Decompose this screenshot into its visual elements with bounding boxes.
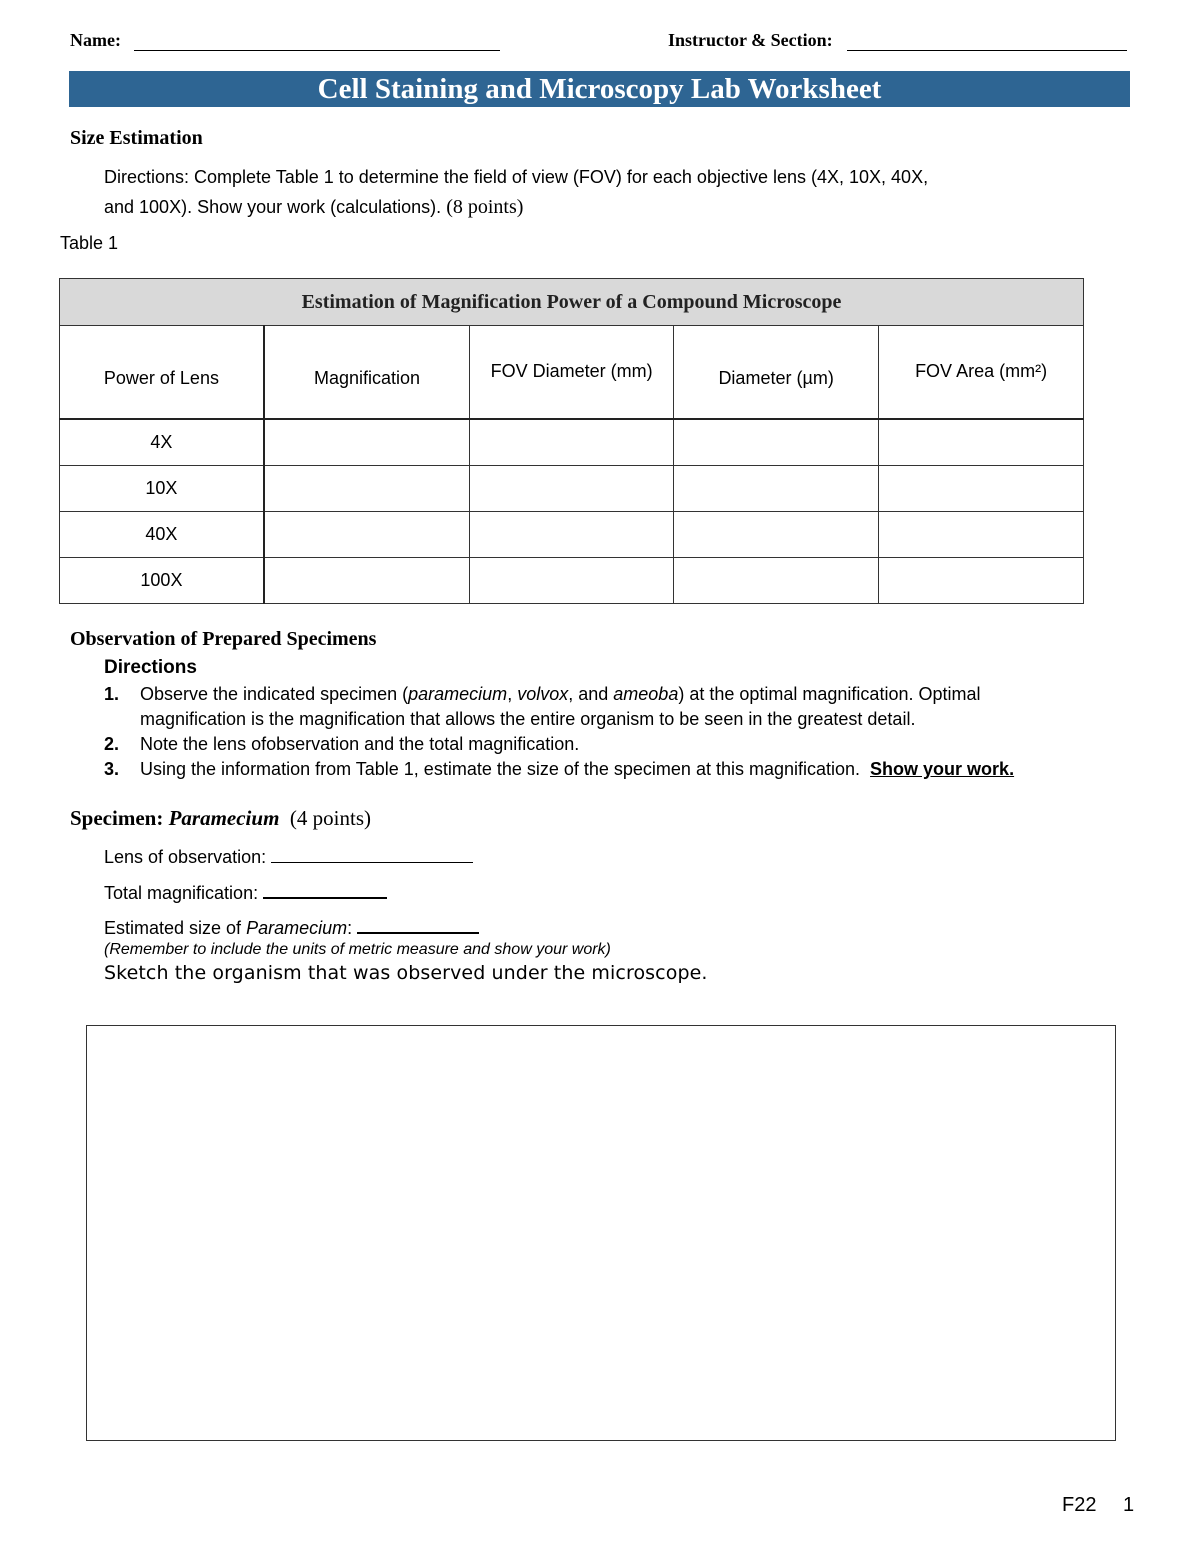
- total-magnification-field[interactable]: [263, 879, 387, 899]
- specimen-ameoba: ameoba: [613, 684, 679, 704]
- size-estimation-directions: [104, 162, 1104, 222]
- total-magnification-row: [104, 879, 387, 904]
- estimated-size-specimen: Paramecium: [246, 918, 348, 938]
- row-lens-power: 4X: [60, 419, 264, 466]
- specimen-volvox: volvox: [517, 684, 569, 704]
- specimen-points: (4 points): [289, 806, 371, 830]
- specimen-paramecium: paramecium: [408, 684, 508, 704]
- fov-diameter-cell[interactable]: [470, 558, 674, 604]
- instructor-section-field[interactable]: [847, 30, 1127, 51]
- step-number: 3.: [104, 759, 120, 779]
- step-2-text: Note the lens ofobservation and the total magnification.: [140, 734, 580, 754]
- row-lens-power: 40X: [60, 512, 264, 558]
- sketch-instruction: Sketch the organism that was observed under the microscope.: [104, 962, 708, 984]
- lens-of-observation-field[interactable]: [271, 844, 473, 863]
- fov-area-cell[interactable]: [879, 558, 1084, 604]
- step-1-sep-1: ,: [507, 684, 518, 704]
- diameter-um-cell[interactable]: [674, 419, 879, 466]
- table-row: [60, 466, 1084, 512]
- specimen-label: Specimen:: [70, 806, 164, 830]
- fov-area-cell[interactable]: [879, 419, 1084, 466]
- size-estimation-points: (8 points): [446, 196, 524, 218]
- instructor-section-label: Instructor & Section:: [668, 30, 833, 50]
- show-your-work-emphasis: Show your work.: [870, 759, 1015, 779]
- fov-diameter-cell[interactable]: [470, 512, 674, 558]
- table-row: [60, 512, 1084, 558]
- fov-diameter-cell[interactable]: [470, 419, 674, 466]
- directions-line-2-text: and 100X). Show your work (calculations).: [104, 197, 442, 217]
- magnification-cell[interactable]: [264, 466, 470, 512]
- table-row: [60, 558, 1084, 604]
- magnification-cell[interactable]: [264, 419, 470, 466]
- col-header-magnification: Magnification: [264, 326, 470, 420]
- step-1-sep-2: , and: [568, 684, 614, 704]
- specimen-name: Paramecium: [168, 806, 280, 830]
- step-2: [104, 732, 1104, 757]
- magnification-cell[interactable]: [264, 558, 470, 604]
- worksheet-title: Cell Staining and Microscopy Lab Worksheet: [69, 71, 1130, 107]
- magnification-cell[interactable]: [264, 512, 470, 558]
- total-magnification-label: Total magnification:: [104, 883, 259, 903]
- step-1-text-a: Observe the indicated specimen (: [140, 684, 409, 704]
- step-1: [104, 682, 1104, 732]
- page-number: 1: [1123, 1494, 1135, 1516]
- directions-line-2: [104, 192, 1104, 222]
- step-3: [104, 757, 1104, 782]
- col-header-fov-diameter: FOV Diameter (mm): [470, 326, 674, 420]
- step-1-text-c: magnification is the magnification that allows the entire organism to be seen in the greatest detail.: [140, 709, 916, 729]
- name-label: Name:: [70, 30, 121, 50]
- remember-note: (Remember to include the units of metric measure and show your work): [104, 941, 611, 958]
- row-lens-power: 10X: [60, 466, 264, 512]
- col-header-power-of-lens: Power of Lens: [60, 326, 264, 420]
- col-header-fov-area: FOV Area (mm²): [879, 326, 1084, 420]
- fov-area-cell[interactable]: [879, 466, 1084, 512]
- fov-area-cell[interactable]: [879, 512, 1084, 558]
- step-1-text-b: ) at the optimal magnification. Optimal: [678, 684, 981, 704]
- step-number: 2.: [104, 734, 120, 754]
- sketch-area[interactable]: [86, 1025, 1116, 1441]
- name-field[interactable]: [134, 30, 500, 51]
- fov-diameter-cell[interactable]: [470, 466, 674, 512]
- estimated-size-label: Estimated size of: [104, 918, 242, 938]
- step-number: 1.: [104, 684, 120, 704]
- size-estimation-heading: Size Estimation: [70, 127, 203, 149]
- estimated-size-row: [104, 914, 479, 939]
- step-3-text: Using the information from Table 1, estimate the size of the specimen at this magnification.: [140, 759, 861, 779]
- table-row: [60, 419, 1084, 466]
- fov-table: [59, 278, 1084, 604]
- estimated-size-colon: :: [347, 918, 353, 938]
- lens-of-observation-row: [104, 844, 473, 868]
- table-header-row: [60, 326, 1084, 420]
- diameter-um-cell[interactable]: [674, 512, 879, 558]
- table-caption: Estimation of Magnification Power of a Compound Microscope: [60, 279, 1084, 326]
- directions-line-1: Directions: Complete Table 1 to determine the field of view (FOV) for each objective lens (4X, 10X, 40X,: [104, 167, 929, 187]
- lens-of-observation-label: Lens of observation:: [104, 847, 267, 867]
- row-lens-power: 100X: [60, 558, 264, 604]
- specimen-heading: [70, 806, 371, 831]
- col-header-diameter-um: Diameter (µm): [674, 326, 879, 420]
- observation-steps: [104, 682, 1104, 782]
- observation-directions-label: Directions: [104, 657, 197, 678]
- table-label: Table 1: [60, 233, 119, 253]
- observation-heading: Observation of Prepared Specimens: [70, 628, 377, 650]
- diameter-um-cell[interactable]: [674, 558, 879, 604]
- diameter-um-cell[interactable]: [674, 466, 879, 512]
- footer-code: F22: [1062, 1494, 1097, 1516]
- estimated-size-field[interactable]: [357, 914, 479, 934]
